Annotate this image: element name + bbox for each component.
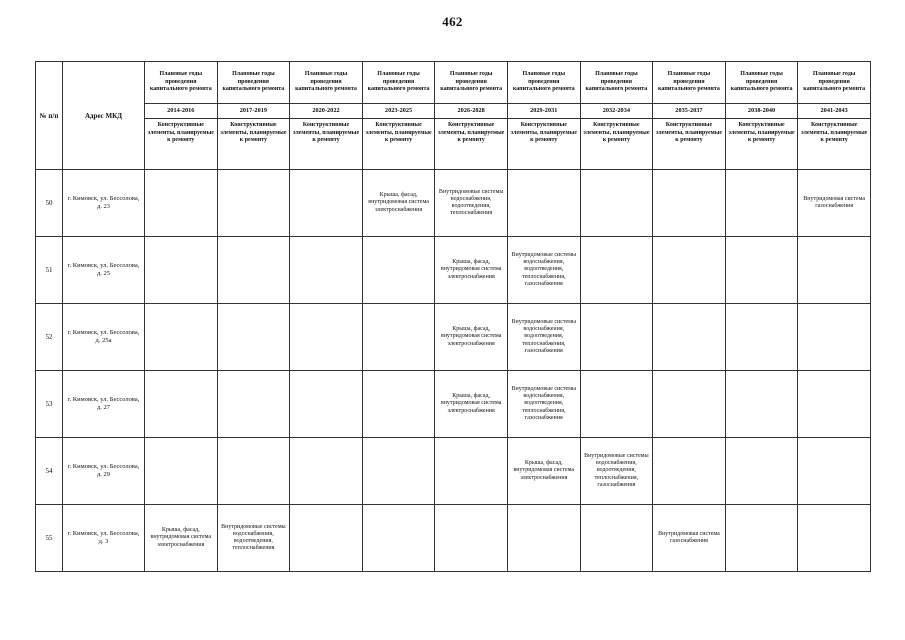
repair-cell [145, 237, 218, 304]
repair-cell [580, 505, 653, 572]
repair-cell [362, 304, 435, 371]
repair-cell [290, 237, 363, 304]
elements-header: Конструктивные элементы, планируемые к ремонту [362, 119, 435, 170]
header-row-elements [36, 119, 871, 170]
repair-cell [362, 438, 435, 505]
elements-header: Конструктивные элементы, планируемые к ремонту [580, 119, 653, 170]
row-address: г. Кимовск, ул. Бессолова, д. 3 [63, 505, 145, 572]
repair-cell [362, 371, 435, 438]
period-header: 2023-2025 [362, 104, 435, 119]
row-address: г. Кимовск, ул. Бессолова, д. 25 [63, 237, 145, 304]
repair-cell [507, 170, 580, 237]
repair-cell [798, 438, 871, 505]
planned-years-header: Плановые годы проведения капитального ремонта [507, 62, 580, 104]
repair-cell [725, 438, 798, 505]
repair-cell [290, 438, 363, 505]
row-number: 53 [36, 371, 63, 438]
repair-cell: Внутридомовая система газоснабжения [653, 505, 726, 572]
column-header-address: Адрес МКД [63, 62, 145, 170]
planned-years-header: Плановые годы проведения капитального ремонта [580, 62, 653, 104]
row-number: 51 [36, 237, 63, 304]
repair-cell: Крыша, фасад, внутридомовая система электроснабжения [435, 304, 508, 371]
elements-header: Конструктивные элементы, планируемые к ремонту [725, 119, 798, 170]
row-address: г. Кимовск, ул. Бессолова, д. 23 [63, 170, 145, 237]
planned-years-header: Плановые годы проведения капитального ремонта [362, 62, 435, 104]
row-number: 50 [36, 170, 63, 237]
capital-repair-table [35, 61, 871, 572]
elements-header: Конструктивные элементы, планируемые к ремонту [507, 119, 580, 170]
table-row [36, 438, 871, 505]
repair-cell [217, 237, 290, 304]
repair-cell [217, 170, 290, 237]
page-number: 462 [442, 14, 463, 29]
repair-cell: Крыша, фасад, внутридомовая система электроснабжения [362, 170, 435, 237]
header-row-periods [36, 104, 871, 119]
repair-cell [725, 505, 798, 572]
row-number: 55 [36, 505, 63, 572]
repair-cell: Крыша, фасад, внутридомовая система электроснабжения [145, 505, 218, 572]
repair-cell: Внутридомовая система газоснабжения [798, 170, 871, 237]
elements-header: Конструктивные элементы, планируемые к ремонту [435, 119, 508, 170]
repair-cell [290, 371, 363, 438]
repair-cell [580, 170, 653, 237]
repair-cell: Внутридомовые системы водоснабжения, водоотведения, теплоснабжения, газоснабжения [580, 438, 653, 505]
table-row [36, 304, 871, 371]
repair-cell [580, 304, 653, 371]
header-row-years [36, 62, 871, 104]
repair-cell: Внутридомовые системы водоснабжения, водоотведения, теплоснабжения, газоснабжения [507, 237, 580, 304]
repair-cell: Внутридомовые системы водоснабжения, водоотведения, теплоснабжения, газоснабжения [507, 371, 580, 438]
repair-cell [798, 237, 871, 304]
repair-cell [217, 438, 290, 505]
row-address: г. Кимовск, ул. Бессолова, д. 25а [63, 304, 145, 371]
repair-cell [798, 371, 871, 438]
planned-years-header: Плановые годы проведения капитального ремонта [653, 62, 726, 104]
table-row [36, 371, 871, 438]
row-number: 54 [36, 438, 63, 505]
repair-cell [653, 371, 726, 438]
repair-cell: Крыша, фасад, внутридомовая система электроснабжения [507, 438, 580, 505]
repair-cell: Крыша, фасад, внутридомовая система электроснабжения [435, 237, 508, 304]
period-header: 2020-2022 [290, 104, 363, 119]
repair-cell [145, 304, 218, 371]
table-row [36, 237, 871, 304]
repair-cell [653, 170, 726, 237]
repair-cell [580, 237, 653, 304]
repair-cell [145, 438, 218, 505]
planned-years-header: Плановые годы проведения капитального ремонта [798, 62, 871, 104]
repair-cell [290, 170, 363, 237]
period-header: 2032-2034 [580, 104, 653, 119]
repair-cell [580, 371, 653, 438]
row-address: г. Кимовск, ул. Бессолова, д. 27 [63, 371, 145, 438]
repair-cell [435, 438, 508, 505]
repair-cell [217, 304, 290, 371]
row-number: 52 [36, 304, 63, 371]
repair-cell [507, 505, 580, 572]
planned-years-header: Плановые годы проведения капитального ремонта [435, 62, 508, 104]
repair-cell [653, 237, 726, 304]
elements-header: Конструктивные элементы, планируемые к ремонту [290, 119, 363, 170]
table-row [36, 505, 871, 572]
period-header: 2029-2031 [507, 104, 580, 119]
repair-cell [798, 304, 871, 371]
repair-cell [725, 304, 798, 371]
repair-cell [725, 237, 798, 304]
repair-cell [145, 371, 218, 438]
period-header: 2014-2016 [145, 104, 218, 119]
repair-cell: Крыша, фасад, внутридомовая система электроснабжения [435, 371, 508, 438]
repair-cell [290, 505, 363, 572]
row-address: г. Кимовск, ул. Бессолова, д. 29 [63, 438, 145, 505]
table-header [36, 62, 871, 170]
repair-cell: Внутридомовые системы водоснабжения, водоотведения, теплоснабжения, газоснабжения [507, 304, 580, 371]
elements-header: Конструктивные элементы, планируемые к ремонту [217, 119, 290, 170]
repair-cell: Внутридомовые системы водоснабжения, водоотведения, теплоснабжения [435, 170, 508, 237]
period-header: 2026-2028 [435, 104, 508, 119]
repair-cell [653, 304, 726, 371]
period-header: 2035-2037 [653, 104, 726, 119]
column-header-num: № п/п [36, 62, 63, 170]
elements-header: Конструктивные элементы, планируемые к ремонту [145, 119, 218, 170]
repair-cell: Внутридомовые системы водоснабжения, водоотведения, теплоснабжения [217, 505, 290, 572]
repair-cell [290, 304, 363, 371]
repair-cell [362, 505, 435, 572]
repair-cell [362, 237, 435, 304]
repair-cell [435, 505, 508, 572]
table-body [36, 170, 871, 572]
period-header: 2038-2040 [725, 104, 798, 119]
elements-header: Конструктивные элементы, планируемые к ремонту [653, 119, 726, 170]
repair-cell [217, 371, 290, 438]
repair-cell [725, 170, 798, 237]
repair-cell [725, 371, 798, 438]
planned-years-header: Плановые годы проведения капитального ремонта [290, 62, 363, 104]
planned-years-header: Плановые годы проведения капитального ремонта [145, 62, 218, 104]
elements-header: Конструктивные элементы, планируемые к ремонту [798, 119, 871, 170]
repair-cell [653, 438, 726, 505]
period-header: 2041-2043 [798, 104, 871, 119]
table-row [36, 170, 871, 237]
planned-years-header: Плановые годы проведения капитального ремонта [217, 62, 290, 104]
period-header: 2017-2019 [217, 104, 290, 119]
repair-cell [145, 170, 218, 237]
planned-years-header: Плановые годы проведения капитального ремонта [725, 62, 798, 104]
repair-cell [798, 505, 871, 572]
